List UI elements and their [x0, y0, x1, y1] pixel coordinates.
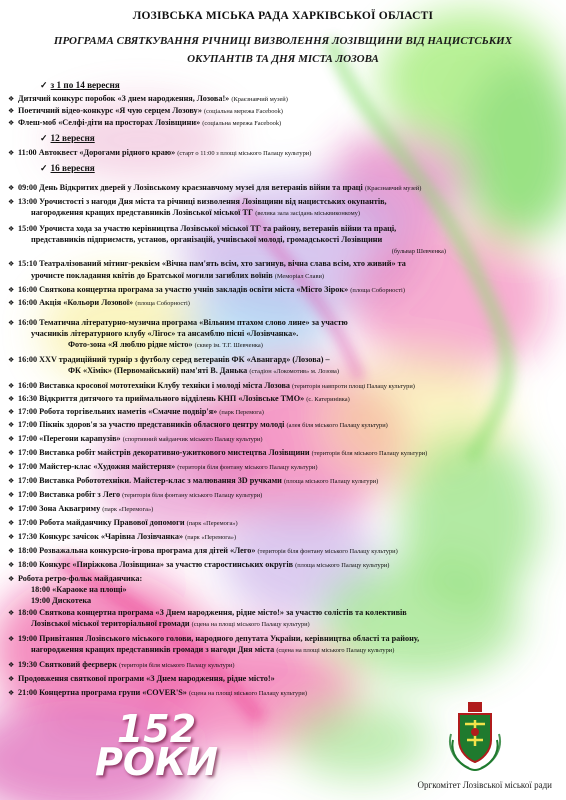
diamond-bullet-icon: ❖ [8, 435, 15, 443]
diamond-bullet-icon: ❖ [8, 149, 15, 157]
diamond-bullet-icon: ❖ [8, 661, 15, 669]
program-item-continuation: урочисте покладання квітів до Братської могили загиблих воїнів (Меморіал Слави) [31, 271, 325, 280]
program-item: ❖ 17:00 Робота майданчику Правової допомоги (парк «Перемога») [8, 518, 238, 527]
diamond-bullet-icon: ❖ [8, 408, 15, 416]
diamond-bullet-icon: ❖ [8, 449, 15, 457]
diamond-bullet-icon: ❖ [8, 198, 15, 206]
diamond-bullet-icon: ❖ [8, 675, 15, 683]
program-item: ❖ Робота ретро-фольк майданчика: [8, 574, 143, 583]
program-item: ❖ 19:30 Святковий феєрверк (територія біля міського Палацу культури) [8, 660, 235, 669]
section-header-sept-16: ✓ 16 вересня [40, 163, 95, 173]
program-item: ❖ 17:00 «Перегони карапузів» (спортивний майданчик міського Палацу культури) [8, 434, 263, 443]
program-item: ❖ 15:10 Театралізований мітинг-реквієм «Вічна пам'ять всім, хто загинув, вічна слава всім, хто живий» та [8, 259, 406, 268]
program-item: ❖ 17:30 Конкурс зачісок «Чарівна Лозівчанка» (парк «Перемога») [8, 532, 237, 541]
city-emblem-icon [445, 700, 505, 772]
program-sub-item: 19:00 Дискотека [31, 596, 92, 605]
diamond-bullet-icon: ❖ [8, 395, 15, 403]
program-item: ❖ 16:00 Виставка кросової мототехніки Клубу техніки і молоді міста Лозова (територія навпроти площі Палацу культури) [8, 381, 415, 390]
program-item: ❖ 17:00 Зона Аквагриму (парк «Перемога») [8, 504, 154, 513]
program-subtitle-line-1: ПРОГРАМА СВЯТКУВАННЯ РІЧНИЦІ ВИЗВОЛЕННЯ ЛОЗІВЩИНИ ВІД НАЦИСТСЬКИХ [53, 35, 513, 47]
diamond-bullet-icon: ❖ [8, 505, 15, 513]
diamond-bullet-icon: ❖ [8, 463, 15, 471]
diamond-bullet-icon: ❖ [8, 561, 15, 569]
diamond-bullet-icon: ❖ [8, 119, 15, 127]
program-item: ❖ 15:00 Урочиста хода за участю керівництва Лозівської міської ТГ та району, ветеранів війни та праці, [8, 224, 397, 233]
program-item: ❖ 21:00 Концертна програма групи «COVER'S» (сцена на площі міського Палацу культури) [8, 688, 307, 697]
program-item: ❖ 16:30 Відкриття дитячого та приймального відділень КНП «Лозівське ТМО» (с. Катеринівка) [8, 394, 350, 403]
program-item: ❖ 09:00 День Відкритих дверей у Лозівському краєзнавчому музеї для ветеранів війни та праці (Краєзнавчий музей) [8, 183, 422, 192]
program-item-location: (бульвар Шевченка) [391, 248, 446, 255]
diamond-bullet-icon: ❖ [8, 184, 15, 192]
program-item-continuation: представників підприємств, установ, організацій, учнівської молоді, громадськості Лозівщини [31, 235, 383, 244]
program-item: ❖ 11:00 Автоквест «Дорогами рідного краю» (старт о 11:00 з площі міського Палацу культури) [8, 148, 312, 157]
check-icon: ✓ [40, 163, 48, 173]
diamond-bullet-icon: ❖ [8, 689, 15, 697]
organizer-signature: Оргкомітет Лозівської міської ради [417, 780, 552, 790]
diamond-bullet-icon: ❖ [8, 260, 15, 268]
diamond-bullet-icon: ❖ [8, 382, 15, 390]
program-item-continuation: нагородження кращих представників Лозівської міської ТГ (велика зала засідань міськвиконкому) [31, 208, 360, 217]
program-item: ❖ 17:00 Робота торгівельних наметів «Смачне подвір'я» (парк Перемога) [8, 407, 264, 416]
program-item-continuation: ФК «Хімік» (Первомайський) пам'яті В. Данька (стадіон «Локомотив» м. Лозова) [68, 366, 340, 375]
program-item: ❖ 17:00 Виставка Робототехніки. Майстер-клас з малювання 3D ручками (площа міського Палацу культури) [8, 476, 379, 485]
program-item: ❖ 17:00 Виставка робіт з Лего (територія біля фонтану міського Палацу культури) [8, 490, 263, 499]
program-item: ❖ 17:00 Майстер-клас «Художня майстерня» (територія біля фонтану міського Палацу культури) [8, 462, 318, 471]
program-item: ❖ 16:00 Святкова концертна програма за участю учнів закладів освіти міста «Місто Зірок» (площа Соборності) [8, 285, 405, 294]
program-item: ❖ 18:00 Святкова концертна програма «З Днем народження, рідне місто!» за участю солістів та колективів [8, 608, 407, 617]
diamond-bullet-icon: ❖ [8, 609, 15, 617]
document-title: ЛОЗІВСЬКА МІСЬКА РАДА ХАРКІВСЬКОЇ ОБЛАСТІ [132, 10, 434, 22]
diamond-bullet-icon: ❖ [8, 107, 15, 115]
diamond-bullet-icon: ❖ [8, 575, 15, 583]
diamond-bullet-icon: ❖ [8, 635, 15, 643]
check-icon: ✓ [40, 80, 48, 90]
section-header-sept-1-14: ✓ з 1 по 14 вересня [40, 80, 120, 90]
section-header-sept-12: ✓ 12 вересня [40, 133, 95, 143]
program-item-continuation: Фото-зона «Я люблю рідне місто» (сквер ім. Т.Г. Шевченка) [68, 340, 263, 349]
program-item-continuation: учасників літературного клубу «Лігос» та ансамблю пісні «Лозівчанка». [31, 329, 299, 338]
program-item: ❖ 16:00 Тематична літературно-музична програма «Вільним птахом слово лине» за участю [8, 318, 348, 327]
program-item: ❖ 17:00 Пікнік здоров'я за участю представників обласного центру молоді (алея біля міського Палацу культури) [8, 420, 388, 429]
program-item: ❖ Поетичний відео-конкурс «Я чую серцем Лозову» (соціальна мережа Facebook) [8, 106, 283, 115]
diamond-bullet-icon: ❖ [8, 225, 15, 233]
diamond-bullet-icon: ❖ [8, 421, 15, 429]
diamond-bullet-icon: ❖ [8, 547, 15, 555]
program-item: ❖ 17:00 Виставка робіт майстрів декоративно-ужиткового мистецтва Лозівщини (територія біля міського Палацу культури) [8, 448, 428, 457]
program-item-continuation: Лозівської міської територіальної громади (сцена на площі міського Палацу культури) [31, 619, 310, 628]
program-item: ❖ Флеш-моб «Селфі-діти на просторах Лозівщини» (соціальна мережа Facebook) [8, 118, 282, 127]
diamond-bullet-icon: ❖ [8, 299, 15, 307]
anniversary-text: 152 РОКИ [95, 707, 219, 784]
program-sub-item: 18:00 «Караоке на площі» [31, 585, 127, 594]
program-item-continuation: нагородження кращих представників громади з нагоди Дня міста (сцена на площі міського Палацу культури) [31, 645, 395, 654]
check-icon: ✓ [40, 133, 48, 143]
diamond-bullet-icon: ❖ [8, 491, 15, 499]
program-item: ❖ Дитячий конкурс поробок «З днем народження, Лозова!» (Краєзнавчий музей) [8, 94, 288, 103]
program-item: ❖ 18:00 Конкурс «Пиріжкова Лозівщина» за участю старостинських округів (площа міського Палацу культури) [8, 560, 390, 569]
diamond-bullet-icon: ❖ [8, 319, 15, 327]
diamond-bullet-icon: ❖ [8, 519, 15, 527]
program-item: ❖ 19:00 Привітання Лозівського міського голови, народного депутата України, керівництва області та району, [8, 634, 420, 643]
diamond-bullet-icon: ❖ [8, 286, 15, 294]
diamond-bullet-icon: ❖ [8, 533, 15, 541]
program-item: ❖ 13:00 Урочистості з нагоди Дня міста та річниці визволення Лозівщини від нацистських окупантів, [8, 197, 387, 206]
program-item: ❖ 16:00 Акція «Кольори Лозової» (площа Соборності) [8, 298, 190, 307]
diamond-bullet-icon: ❖ [8, 95, 15, 103]
diamond-bullet-icon: ❖ [8, 477, 15, 485]
program-item: ❖ 16:00 XXV традиційний турнір з футболу серед ветеранів ФК «Авангард» (Лозова) – [8, 355, 330, 364]
program-item: ❖ Продовження святкової програми «З Днем народження, рідне місто!» [8, 674, 275, 683]
program-subtitle-line-2: ОКУПАНТІВ ТА ДНЯ МІСТА ЛОЗОВА [187, 53, 379, 65]
program-item: ❖ 18:00 Розважальна конкурсно-ігрова програма для дітей «Лего» (територія біля фонтану міського Палацу культури) [8, 546, 398, 555]
diamond-bullet-icon: ❖ [8, 356, 15, 364]
